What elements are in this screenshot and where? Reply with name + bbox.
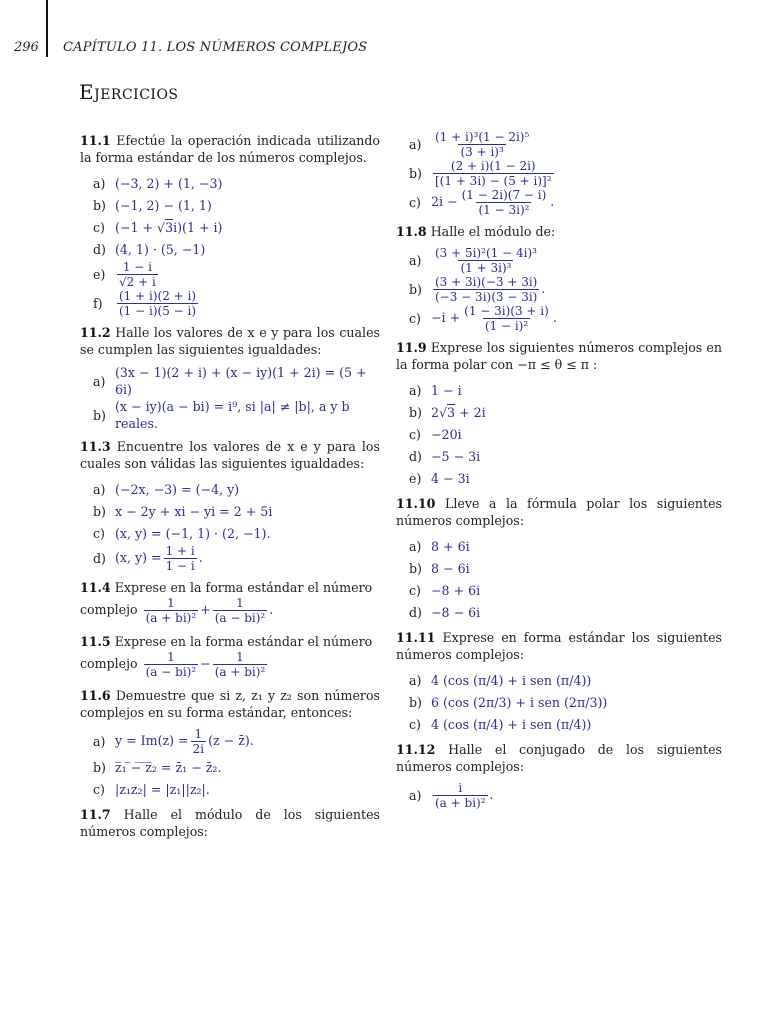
exercise-11-6: 11.6 Demuestre que si z, z₁ y z₂ son números complejos en su forma estándar, entonces:: [80, 688, 380, 720]
list-item: a) (−2x, −3) = (−4, y): [93, 481, 240, 497]
list-item: a) (−3, 2) + (1, −3): [93, 175, 223, 191]
list-item: c) −8 + 6i: [409, 582, 481, 598]
list-item: a) 1 − i: [409, 382, 462, 398]
exercise-11-10-items: [409, 535, 722, 623]
list-item: c) (x, y) = (−1, 1) · (2, −1).: [93, 525, 271, 541]
exercise-11-1: 11.1 Efectúe la operación indicada utilizando la forma estándar de los números complejos.: [80, 133, 380, 165]
list-item: c) 4 (cos (π/4) + i sen (π/4)): [409, 716, 592, 732]
exercise-11-5: 11.5 Exprese en la forma estándar el número complejo $\frac{1}{\text{(a − bi)²}}$ − $\frac{1}{\text{(a + bi)²}}$: [80, 634, 373, 679]
list-item: b) (x − iy)(a − bi) = i⁹, si |a| ≠ |b|, a y b reales.: [93, 399, 350, 431]
list-item: a) y = Im(z) = $\frac{1}{2i}$ (z − z̄).: [93, 727, 254, 756]
exercise-11-2: 11.2 Halle los valores de x e y para los cuales se cumplen las siguientes igualdades:: [80, 325, 380, 357]
list-item: d) −5 − 3i: [409, 448, 481, 464]
list-item: a) $\frac{i}{\text{(a + bi)²}}$ .: [409, 781, 494, 810]
exercise-11-10: 11.10 Lleve a la fórmula polar los siguientes números complejos:: [396, 496, 722, 528]
exercise-11-3-items: [93, 478, 380, 573]
exercise-11-9-items: [409, 379, 722, 489]
exercise-11-7-items: [409, 130, 722, 217]
list-item: b) (−1, 2) − (1, 1): [93, 197, 212, 213]
exercise-11-8: 11.8 Halle el módulo de:: [396, 224, 556, 239]
list-item: a) 8 + 6i: [409, 538, 470, 554]
header-rule: [46, 0, 48, 57]
list-item: c) −i + $\frac{(1 - 3i)(3 + i)}{\text{(1 − i)²}}$ .: [409, 304, 557, 333]
list-item: c) −20i: [409, 426, 462, 442]
exercise-11-12-items: [409, 781, 722, 810]
exercise-11-11: 11.11 Exprese en forma estándar los siguientes números complejos:: [396, 630, 722, 662]
exercise-11-12: 11.12 Halle el conjugado de los siguientes números complejos:: [396, 742, 722, 774]
list-item: b) z̅₁ ̅−̅ ̅z̅₂ = z̄₁ − z̄₂.: [93, 759, 222, 775]
exercise-11-1-items: [93, 172, 380, 318]
exercise-11-9: 11.9 Exprese los siguientes números complejos en la forma polar con −π ≤ θ ≤ π :: [396, 340, 722, 372]
right-column: [396, 130, 722, 816]
list-item: e) 1 − i √2 + i: [93, 260, 156, 289]
page-number: 296: [14, 40, 39, 55]
list-item: b) (2 + i)(1 − 2i) [(1 + 3i) − (5 + i)]²: [409, 159, 552, 188]
chapter-title: CAPÍTULO 11. LOS NÚMEROS COMPLEJOS: [63, 40, 368, 55]
list-item: a) (3x − 1)(2 + i) + (x − iy)(1 + 2i) = (5 + 6i): [93, 365, 367, 397]
exercise-11-6-items: [93, 727, 380, 800]
list-item: d) (x, y) = $\frac{1 + i}{1 - i}$ .: [93, 544, 203, 573]
list-item: b) 6 (cos (2π/3) + i sen (2π/3)): [409, 694, 608, 710]
list-item: c) |z₁z₂| = |z₁||z₂|.: [93, 781, 210, 797]
list-item: a) 4 (cos (π/4) + i sen (π/4)): [409, 672, 592, 688]
section-title: Ejercicios: [79, 80, 179, 104]
exercise-11-8-items: [409, 246, 722, 333]
list-item: a) (1 + i)³(1 − 2i)⁵ (3 + i)³: [409, 130, 530, 159]
list-item: b) x − 2y + xi − yi = 2 + 5i: [93, 503, 273, 519]
exercise-11-3: 11.3 Encuentre los valores de x e y para los cuales son válidas las siguientes igualdades:: [80, 439, 380, 471]
left-column: [80, 132, 380, 840]
exercise-11-11-items: [409, 669, 722, 735]
list-item: b) $\frac{(3 + 3i)(-3 + 3i)}{(-3 - 3i)(3 - 3i)}$ .: [409, 275, 546, 304]
list-item: e) 4 − 3i: [409, 470, 470, 486]
list-item: a) (3 + 5i)²(1 − 4i)³ (1 + 3i)³: [409, 246, 537, 275]
list-item: c) 2i − $\frac{(1 - 2i)(7 - i)}{\text{(1 − 3i)²}}$ .: [409, 188, 555, 217]
list-item: c) (−1 + √3i)(1 + i): [93, 219, 223, 235]
list-item: b) 2√3 + 2i: [409, 404, 486, 420]
list-item: f) (1 + i)(2 + i) (1 − i)(5 − i): [93, 289, 197, 318]
list-item: b) 8 − 6i: [409, 560, 470, 576]
list-item: d) −8 − 6i: [409, 604, 481, 620]
exercise-11-7: 11.7 Halle el módulo de los siguientes números complejos:: [80, 807, 380, 839]
exercise-11-4: 11.4 Exprese en la forma estándar el número complejo $\frac{1}{\text{(a + bi)²}}$ + $\frac{1}{\text{(a − bi)²}}$ .: [80, 580, 373, 625]
list-item: d) (4, 1) · (5, −1): [93, 241, 206, 257]
exercise-11-2-items: [93, 364, 380, 432]
